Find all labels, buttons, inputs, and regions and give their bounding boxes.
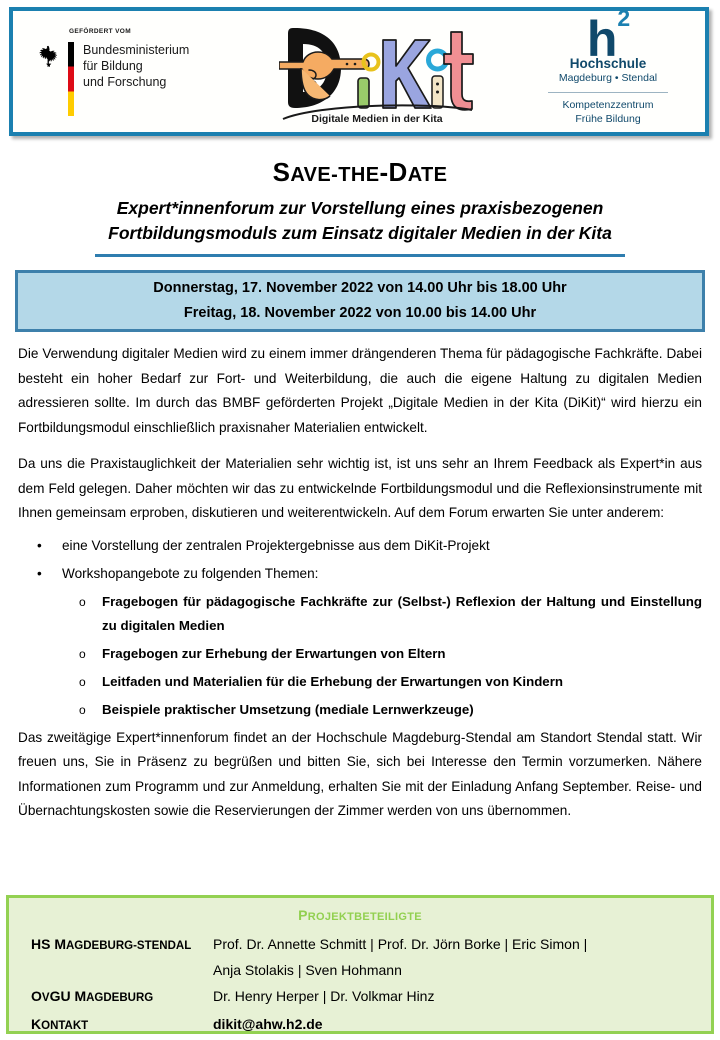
participant-names-hs-line2: Anja Stolakis | Sven Hohmann	[213, 962, 402, 978]
h2-mark-icon	[586, 5, 631, 67]
subbullet-marker-icon: o	[79, 594, 86, 609]
workshop-topics-list	[62, 590, 702, 722]
event-date-line-2: Freitag, 18. November 2022 von 10.00 bis 14.00 Uhr	[183, 305, 537, 321]
list-item	[18, 534, 702, 558]
list-item	[18, 562, 702, 722]
title-part-4: -D	[379, 157, 408, 187]
agenda-list	[18, 534, 702, 722]
participant-names-ovgu: Dr. Henry Herper | Dr. Volkmar Hinz	[213, 988, 435, 1004]
contact-label	[23, 1011, 213, 1039]
footer-title-rest: ROJEKTBETEILIGTE	[307, 911, 422, 923]
title-part-2: -	[331, 164, 339, 186]
h2-hochschule-logo	[525, 5, 705, 126]
list-item-label: Workshopangebote zu folgenden Themen:	[62, 565, 319, 581]
h2-superscript: 2	[617, 5, 631, 31]
bmbf-kicker-label: GEFÖRDERT VOM	[69, 27, 131, 35]
footer-title	[23, 904, 697, 928]
participant-label-hs	[23, 931, 213, 959]
subbullet-marker-icon: o	[79, 702, 86, 717]
bmbf-name-line3: und Forschung	[83, 74, 167, 89]
participant-row-ovgu	[23, 983, 697, 1011]
label-part-2: GU M	[49, 988, 87, 1004]
participant-row-hs	[23, 931, 697, 983]
list-item-label: eine Vorstellung der zentralen Projektergebnisse aus dem DiKit-Projekt	[62, 537, 490, 553]
title-part-0: S	[272, 157, 291, 187]
footer-title-first: P	[298, 907, 308, 923]
paragraph-intro: Die Verwendung digitaler Medien wird zu einem immer drängenderen Thema für pädagogische Fachkräfte. Dabei besteht ein hoher Bedarf zur Fort- und Weiterbildung, die auch die eigene Haltung zu digitalen Medien adressieren sollte. Im durch das BMBF geförderten Projekt „Digitale Medien in der Kita (DiKit)“ wird hierzu ein Fortbildungsmodul einschließlich praxisnaher Materialien entwickelt.	[18, 346, 702, 435]
bmbf-name-line2: für Bildung	[83, 58, 143, 73]
label-part-2: TENDAL	[144, 940, 192, 952]
list-item	[62, 670, 702, 694]
label-part-1: AGDEBURG-S	[66, 940, 145, 952]
paragraph-feedback: Da uns die Praxistauglichkeit der Materialien sehr wichtig ist, ist uns sehr an Ihrem Feedback als Expert*in aus dem Feld gelegen. Daher möchten wir das zu entwickelnde Fortbildungsmodul und die Reflexionsinstrumente mit Ihnen gemeinsam erproben, diskutieren und weiterentwickeln. Auf dem Forum erwarten Sie unter anderem:	[18, 456, 702, 520]
page-subtitle	[40, 196, 680, 246]
dikit-tagline: Digitale Medien in der Kita	[310, 112, 443, 125]
h2-letter: h	[586, 11, 617, 67]
contact-row	[23, 1011, 697, 1039]
paragraph-logistics: Das zweitägige Expert*innenforum findet an der Hochschule Magdeburg-Stendal am Standort Stendal statt. Wir freuen uns, Sie in Präsenz zu begrüßen und bitten Sie, sich bei Interesse den Termin vorzumerken. Nähere Informationen zum Programm und zur Anmeldung, erhalten Sie mit der Einladung Anfang September. Reise- und Übernachtungskosten sowie die Reservierungen der Zimmer werden von uns übernommen.	[18, 729, 702, 818]
title-divider	[95, 254, 625, 257]
list-item-label: Fragebogen für pädagogische Fachkräfte zur (Selbst-) Reflexion der Haltung und Einstellung zu digitalen Medien	[102, 593, 702, 633]
label-part-3: AGDEBURG	[86, 992, 154, 1004]
project-participants-box	[6, 895, 714, 1034]
title-part-5: ATE	[407, 164, 448, 186]
list-item-label: Beispiele praktischer Umsetzung (mediale Lernwerkzeuge)	[102, 701, 474, 717]
contact-email[interactable]: dikit@ahw.h2.de	[213, 1016, 323, 1032]
bmbf-logo	[13, 28, 228, 116]
list-item	[62, 698, 702, 722]
h2-kompetenzzentrum-line2: Frühe Bildung	[575, 112, 641, 125]
page-title	[0, 157, 720, 190]
label-part-0: O	[31, 988, 42, 1004]
bullet-marker-icon: •	[37, 537, 42, 553]
list-item-label: Fragebogen zur Erhebung der Erwartungen von Eltern	[102, 645, 446, 661]
subtitle-line2: Fortbildungsmoduls zum Einsatz digitaler Medien in der Kita	[108, 223, 612, 243]
dikit-logo	[228, 18, 525, 126]
list-item	[62, 590, 702, 638]
label-part-0: K	[31, 1016, 42, 1032]
h2-hochschule-label: Hochschule	[569, 56, 647, 71]
event-date-line-1: Donnerstag, 17. November 2022 von 14.00 Uhr bis 18.00 Uhr	[153, 280, 567, 296]
title-part-3: THE	[338, 164, 380, 186]
h2-city-label: Magdeburg • Stendal	[558, 72, 658, 84]
dikit-wordmark	[279, 18, 475, 126]
title-block	[0, 157, 720, 257]
participant-names-hs	[213, 931, 587, 983]
title-part-1: AVE	[290, 164, 332, 186]
header-logo-bar	[9, 7, 709, 136]
subbullet-marker-icon: o	[79, 646, 86, 661]
h2-divider	[548, 92, 668, 93]
subtitle-line1: Expert*innenforum zur Vorstellung eines praxisbezogenen	[116, 198, 604, 218]
dikit-logo-artwork	[279, 18, 475, 126]
list-item-label: Leitfaden und Materialien für die Erhebung der Erwartungen von Kindern	[102, 673, 564, 689]
list-item	[62, 642, 702, 666]
bmbf-name	[83, 42, 189, 90]
label-part-0: HS M	[31, 936, 66, 952]
participant-label-ovgu	[23, 983, 213, 1011]
subbullet-marker-icon: o	[79, 674, 86, 689]
label-part-1: ONTAKT	[41, 1020, 89, 1032]
event-date-box	[15, 270, 705, 332]
bmbf-name-line1: Bundesministerium	[83, 42, 190, 57]
label-part-1: V	[41, 992, 50, 1004]
body-content	[18, 342, 702, 836]
federal-eagle-icon	[35, 44, 61, 72]
bullet-marker-icon: •	[37, 565, 42, 581]
german-flag-bar-icon	[68, 42, 74, 116]
h2-kompetenzzentrum-line1: Kompetenzzentrum	[562, 99, 654, 111]
participant-names-hs-line1: Prof. Dr. Annette Schmitt | Prof. Dr. Jörn Borke | Eric Simon |	[213, 936, 588, 952]
